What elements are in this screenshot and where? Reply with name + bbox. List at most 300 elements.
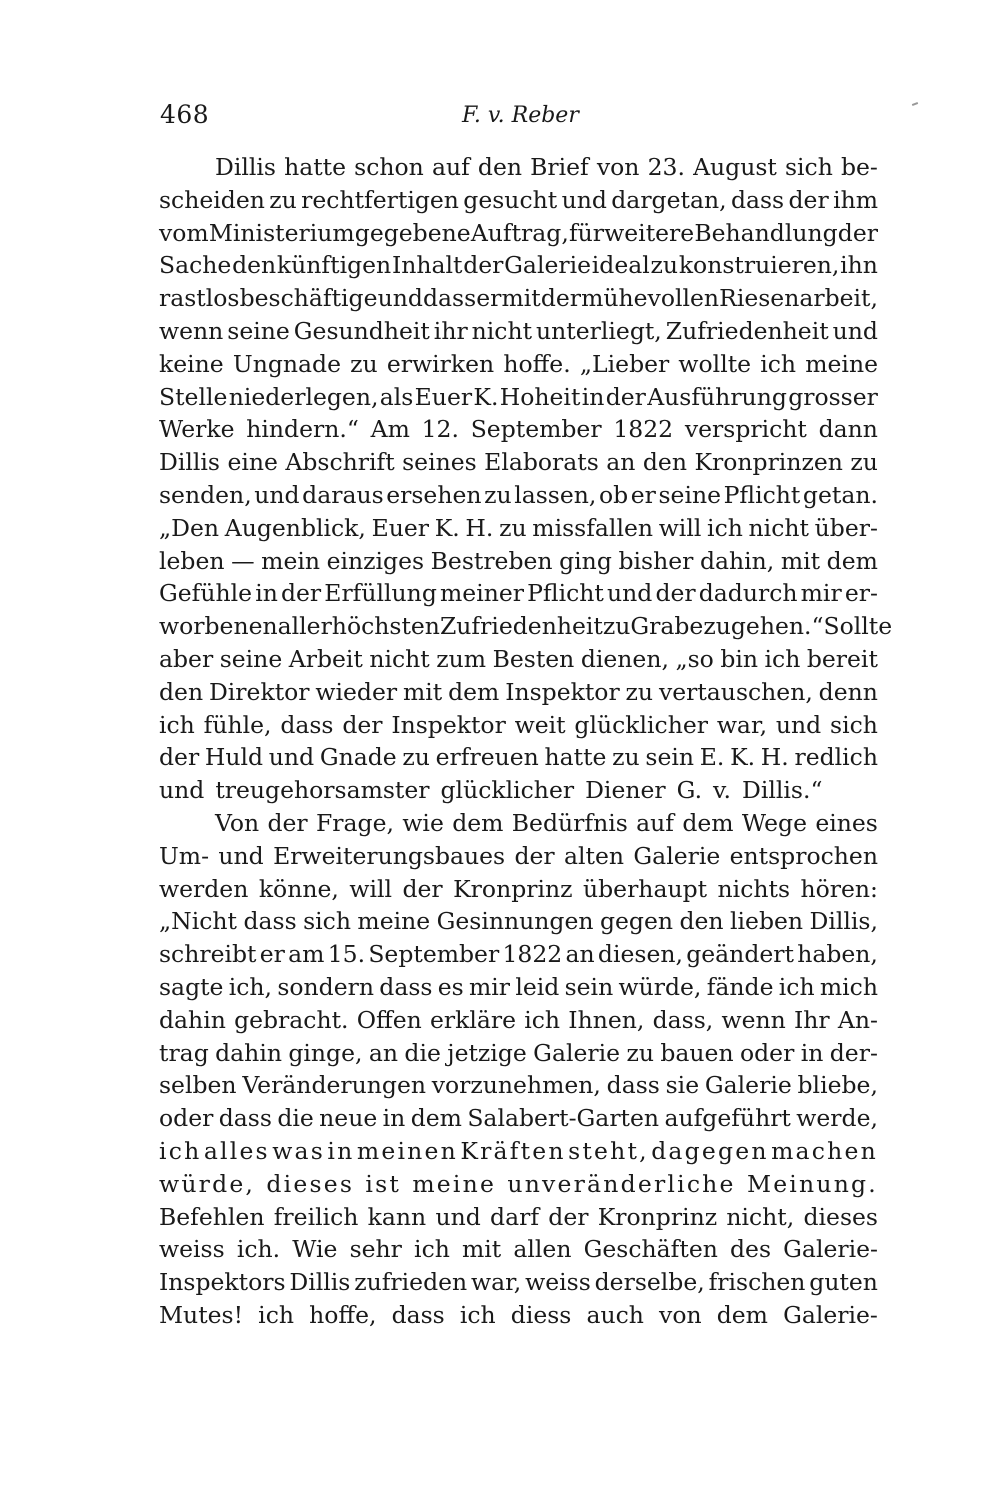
word: und (775, 710, 822, 739)
text-line (159, 905, 878, 938)
word: zu (602, 612, 631, 641)
word: Mutes! (159, 1300, 244, 1329)
word: redlich (794, 743, 878, 772)
word: zu (650, 251, 679, 280)
word: K. (730, 743, 756, 772)
word: gebracht. (234, 1005, 349, 1034)
word: war, (716, 710, 768, 739)
word: leben (159, 546, 225, 575)
word: vom (159, 218, 209, 247)
word: von (659, 1300, 702, 1329)
word: meine (357, 907, 431, 936)
word: er- (844, 579, 878, 608)
word: in (581, 382, 605, 411)
word: Dillis (289, 1268, 351, 1297)
word: wenn (721, 1005, 786, 1034)
text-line (159, 184, 878, 217)
word: v. (713, 776, 732, 805)
word: seine (658, 480, 722, 509)
word: der (605, 382, 646, 411)
word: schreibt (159, 940, 257, 969)
word: Dillis.“ (742, 776, 823, 805)
word: Dillis (159, 448, 220, 477)
word: sondern (277, 972, 374, 1001)
text-line (159, 282, 878, 315)
word: mühevollen (581, 284, 720, 313)
word: „Lieber (579, 349, 670, 378)
text-line (159, 1168, 878, 1201)
word: glücklicher (440, 776, 575, 805)
word: rastlos (159, 284, 240, 313)
word: lassen, (514, 480, 597, 509)
word: Salabert-Garten (467, 1104, 660, 1133)
word: eines (815, 808, 878, 837)
word: was (272, 1136, 326, 1165)
word: es (437, 972, 464, 1001)
word: aber (159, 644, 214, 673)
word: „Nicht (159, 907, 237, 936)
word: machen (771, 1136, 878, 1165)
word: mir (469, 972, 511, 1001)
word: denn (818, 677, 878, 706)
word: darf (490, 1202, 540, 1231)
word: E. (699, 743, 725, 772)
word: dass (243, 907, 297, 936)
word: leid (515, 972, 560, 1001)
word: trag (159, 1038, 209, 1067)
word: wollte (678, 349, 752, 378)
word: werden (159, 874, 249, 903)
word: ihm (833, 185, 878, 214)
word: ich (159, 1136, 202, 1165)
word: mit (501, 284, 541, 313)
word: einziges (326, 546, 425, 575)
word: der (280, 579, 322, 608)
word: der (655, 579, 696, 608)
word: Hoheit (499, 382, 581, 411)
text-line (159, 1069, 878, 1102)
word: Brief (530, 153, 589, 181)
word: dass, (652, 1005, 714, 1034)
word: dem (716, 1300, 768, 1329)
word: Bestreben (430, 546, 553, 575)
word: die (277, 1104, 314, 1133)
word: Pflicht (527, 579, 604, 608)
word: über- (814, 513, 878, 542)
word: dahin (215, 1038, 282, 1067)
word: würde, (618, 972, 702, 1001)
word: zu (499, 513, 527, 542)
word: Erweiterungsbaues (273, 841, 506, 870)
word: den (232, 251, 277, 280)
word: und (268, 743, 315, 772)
word: den (642, 448, 687, 477)
word: und (159, 776, 205, 805)
word: fände (706, 972, 774, 1001)
word: alles (203, 1136, 270, 1165)
word: derselbe, (594, 1268, 705, 1297)
word: und (377, 284, 423, 313)
word: hindern.“ (246, 415, 359, 444)
word: unveränderliche (507, 1169, 736, 1198)
word: getan. (802, 480, 878, 509)
text-line (159, 1266, 878, 1299)
word: haben, (797, 940, 878, 969)
word: nicht (748, 513, 809, 542)
word: kann (367, 1202, 427, 1231)
word: hoffe, (309, 1300, 377, 1329)
word: hören: (800, 874, 878, 903)
word: der (267, 808, 308, 837)
word: schon (354, 153, 424, 181)
text-line (159, 873, 878, 906)
word: allerhöchsten (277, 612, 440, 641)
word: Galerie- (783, 1300, 878, 1329)
word: geändert (686, 940, 794, 969)
word: diesen, (597, 940, 683, 969)
word: und (254, 480, 300, 509)
word: Huld (204, 743, 264, 772)
word: weiss (525, 1268, 591, 1297)
word: seines (402, 448, 477, 477)
word: ich (258, 1300, 294, 1329)
word: senden, (159, 480, 252, 509)
word: auch (586, 1300, 644, 1329)
word: Abschrift (285, 448, 395, 477)
word: H. (465, 513, 494, 542)
word: 23. (647, 153, 685, 181)
word: von (596, 153, 640, 181)
word: dass (280, 710, 334, 739)
word: Auftrag, (470, 218, 569, 247)
text-line (159, 741, 878, 774)
word: gegebene (354, 218, 471, 247)
word: weit (514, 710, 566, 739)
text-line (159, 1004, 878, 1037)
word: ich, (228, 972, 273, 1001)
word: dem (682, 808, 734, 837)
text-line (159, 249, 878, 282)
word: ob (598, 480, 629, 509)
text-line (159, 479, 878, 512)
word: freilich (273, 1202, 359, 1231)
word: Grabe (630, 612, 704, 641)
word: will (349, 874, 392, 903)
word: ich (459, 1300, 496, 1329)
word: eine (227, 448, 278, 477)
word: an (368, 1038, 399, 1067)
word: Dillis (215, 153, 276, 181)
word: Ihnen, (568, 1005, 645, 1034)
word: Erfüllung (324, 579, 437, 608)
word: gehen.“ (730, 612, 824, 641)
word: der (342, 710, 383, 739)
word: seine (227, 316, 290, 345)
text-line (159, 545, 878, 578)
word: Sollte (823, 612, 893, 641)
word: Zufriedenheit (439, 612, 603, 641)
word: glücklicher (574, 710, 708, 739)
word: war, (471, 1268, 522, 1297)
word: zum (436, 644, 487, 673)
word: und (561, 185, 607, 214)
word: erkläre (429, 1005, 517, 1034)
text-line (159, 1135, 878, 1168)
word: erfreuen (435, 743, 539, 772)
word: gegen (599, 907, 674, 936)
word: und (218, 841, 264, 870)
word: Geschäften (583, 1235, 718, 1264)
word: Um- (159, 841, 210, 870)
word: zu (850, 448, 878, 477)
word: steht, (568, 1136, 649, 1165)
word: Euer (414, 382, 473, 411)
word: Riesenarbeit, (719, 284, 878, 313)
text-line (159, 676, 878, 709)
text-line (159, 151, 878, 184)
word: lieben (730, 907, 804, 936)
word: An- (837, 1005, 878, 1034)
word: Gesundheit (293, 316, 430, 345)
word: er (476, 284, 502, 313)
word: daraus (302, 480, 384, 509)
word: würde, (159, 1169, 256, 1198)
word: sich (303, 907, 351, 936)
word: sich (784, 153, 833, 181)
word: Veränderungen (242, 1071, 426, 1100)
word: nicht (369, 644, 430, 673)
word: Wege (741, 808, 807, 837)
word: zu (625, 677, 654, 706)
word: Ungnade (232, 349, 341, 378)
scan-speck (912, 102, 918, 106)
word: dass (606, 1071, 660, 1100)
word: dass (391, 1300, 445, 1329)
word: Arbeit (288, 644, 363, 673)
word: neue (319, 1104, 378, 1133)
word: zu (703, 612, 731, 641)
word: in (255, 579, 278, 608)
word: meiner (440, 579, 524, 608)
word: den (679, 907, 724, 936)
word: ich. (236, 1235, 281, 1264)
word: dass (422, 284, 477, 313)
word: dem (452, 808, 504, 837)
word: dass (218, 1104, 272, 1133)
word: ideal (591, 251, 650, 280)
word: frischen (708, 1268, 806, 1297)
word: vorzunehmen, (431, 1071, 601, 1100)
text-line (159, 938, 878, 971)
word: guten (809, 1268, 878, 1297)
word: 12. (421, 415, 459, 444)
word: dahin (159, 1005, 226, 1034)
word: Galerie (704, 1071, 792, 1100)
word: Frage, (315, 808, 394, 837)
word: ersehen (386, 480, 482, 509)
text-line (159, 1037, 878, 1070)
word: der (837, 218, 878, 247)
word: bereit (806, 644, 878, 673)
word: zufrieden (354, 1268, 468, 1297)
word: dieses (266, 1169, 355, 1198)
word: „so (675, 644, 714, 673)
word: Ministerium (208, 218, 355, 247)
word: grosser (788, 382, 878, 411)
word: worbenen (159, 612, 278, 641)
word: zu (626, 1038, 654, 1067)
text-line (159, 348, 878, 381)
word: bauen (660, 1038, 734, 1067)
word: der- (829, 1038, 878, 1067)
text-line (159, 807, 878, 840)
word: Befehlen (159, 1202, 265, 1231)
text-line (159, 446, 878, 479)
word: dargetan, (611, 185, 727, 214)
word: für (568, 218, 605, 247)
word: 1822 (502, 940, 563, 969)
word: will (658, 513, 702, 542)
word: dadurch (698, 579, 798, 608)
word: dass (379, 972, 433, 1001)
word: K. (473, 382, 499, 411)
word: oder (159, 1104, 214, 1133)
word: verspricht (684, 415, 807, 444)
word: hatte (284, 153, 347, 181)
word: Werke (159, 415, 235, 444)
word: mit (780, 546, 821, 575)
word: Kronprinz (453, 874, 573, 903)
word: Sache (159, 251, 232, 280)
word: unterliegt, (536, 316, 662, 345)
word: rechtfertigen (301, 185, 459, 214)
word: wieder (315, 677, 398, 706)
word: dem (448, 677, 500, 706)
text-line (159, 709, 878, 742)
word: Zufriedenheit (665, 316, 829, 345)
text-line (159, 840, 878, 873)
word: Kräften (460, 1136, 566, 1165)
word: zu (350, 349, 378, 378)
word: beschäftige (239, 284, 378, 313)
word: nichts (717, 874, 790, 903)
word: bin (720, 644, 759, 673)
word: ginge, (288, 1038, 363, 1067)
word: die (404, 1038, 441, 1067)
word: der (540, 284, 581, 313)
word: 15. (327, 940, 366, 969)
word: wie (402, 808, 444, 837)
text-line (159, 315, 878, 348)
word: und (606, 579, 653, 608)
word: der (159, 743, 200, 772)
word: keine (159, 349, 224, 378)
word: Kronprinz (597, 1202, 718, 1231)
word: oder (739, 1038, 795, 1067)
text-line (159, 971, 878, 1004)
word: weitere (604, 218, 695, 247)
word: Galerie (633, 841, 721, 870)
word: ihr (433, 316, 468, 345)
word: wenn (159, 316, 224, 345)
word: niederlegen, (228, 382, 379, 411)
word: den (159, 677, 204, 706)
text-line (159, 774, 878, 807)
word: Ausführung (647, 382, 787, 411)
word: Galerie- (783, 1235, 878, 1264)
word: Elaborats (484, 448, 599, 477)
text-line (159, 413, 878, 446)
word: Besten (492, 644, 575, 673)
word: nicht (471, 316, 533, 345)
word: dienen, (580, 644, 669, 673)
word: Gefühle (159, 579, 253, 608)
word: könne, (258, 874, 339, 903)
word: mit (402, 677, 443, 706)
word: erwirken (386, 349, 495, 378)
word: und (435, 1202, 481, 1231)
word: dagegen (651, 1136, 769, 1165)
word: in (800, 1038, 824, 1067)
word: in (327, 1136, 355, 1165)
word: hoffe. (503, 349, 571, 378)
word: entsprochen (729, 841, 878, 870)
word: der (402, 874, 443, 903)
word: ich (707, 513, 743, 542)
word: Diener (585, 776, 666, 805)
word: zu (402, 743, 430, 772)
text-line (159, 512, 878, 545)
word: werde, (796, 1104, 878, 1133)
word: sein (645, 743, 695, 772)
word: Inspektors (159, 1268, 286, 1297)
word: September (470, 415, 602, 444)
word: ich (760, 349, 797, 378)
word: sie (665, 1071, 700, 1100)
word: allen (513, 1235, 572, 1264)
word: mich (819, 972, 878, 1001)
word: missfallen (532, 513, 653, 542)
word: selben (159, 1071, 237, 1100)
word: am (288, 940, 325, 969)
word: ihn (840, 251, 878, 280)
word: Offen (356, 1005, 422, 1034)
word: Ihr (793, 1005, 830, 1034)
word: be- (840, 153, 878, 181)
word: Inspektor (391, 710, 506, 739)
word: der (514, 841, 555, 870)
word: fühle, (203, 710, 272, 739)
word: nicht, (726, 1202, 795, 1231)
word: in (382, 1104, 406, 1133)
word: sein (564, 972, 614, 1001)
word: vertauschen, (658, 677, 813, 706)
word: Pflicht (723, 480, 801, 509)
word: ging (559, 546, 612, 575)
word: dass (730, 185, 785, 214)
word: dem (410, 1104, 462, 1133)
word: Kronprinzen (694, 448, 843, 477)
word: K. (434, 513, 460, 542)
word: ist (365, 1169, 402, 1198)
word: der (788, 185, 829, 214)
word: zu (484, 480, 512, 509)
word: „Den (159, 513, 220, 542)
word: den (477, 153, 522, 181)
word: ich (764, 644, 801, 673)
word: Stelle (159, 382, 228, 411)
word: Meinung. (746, 1169, 878, 1198)
